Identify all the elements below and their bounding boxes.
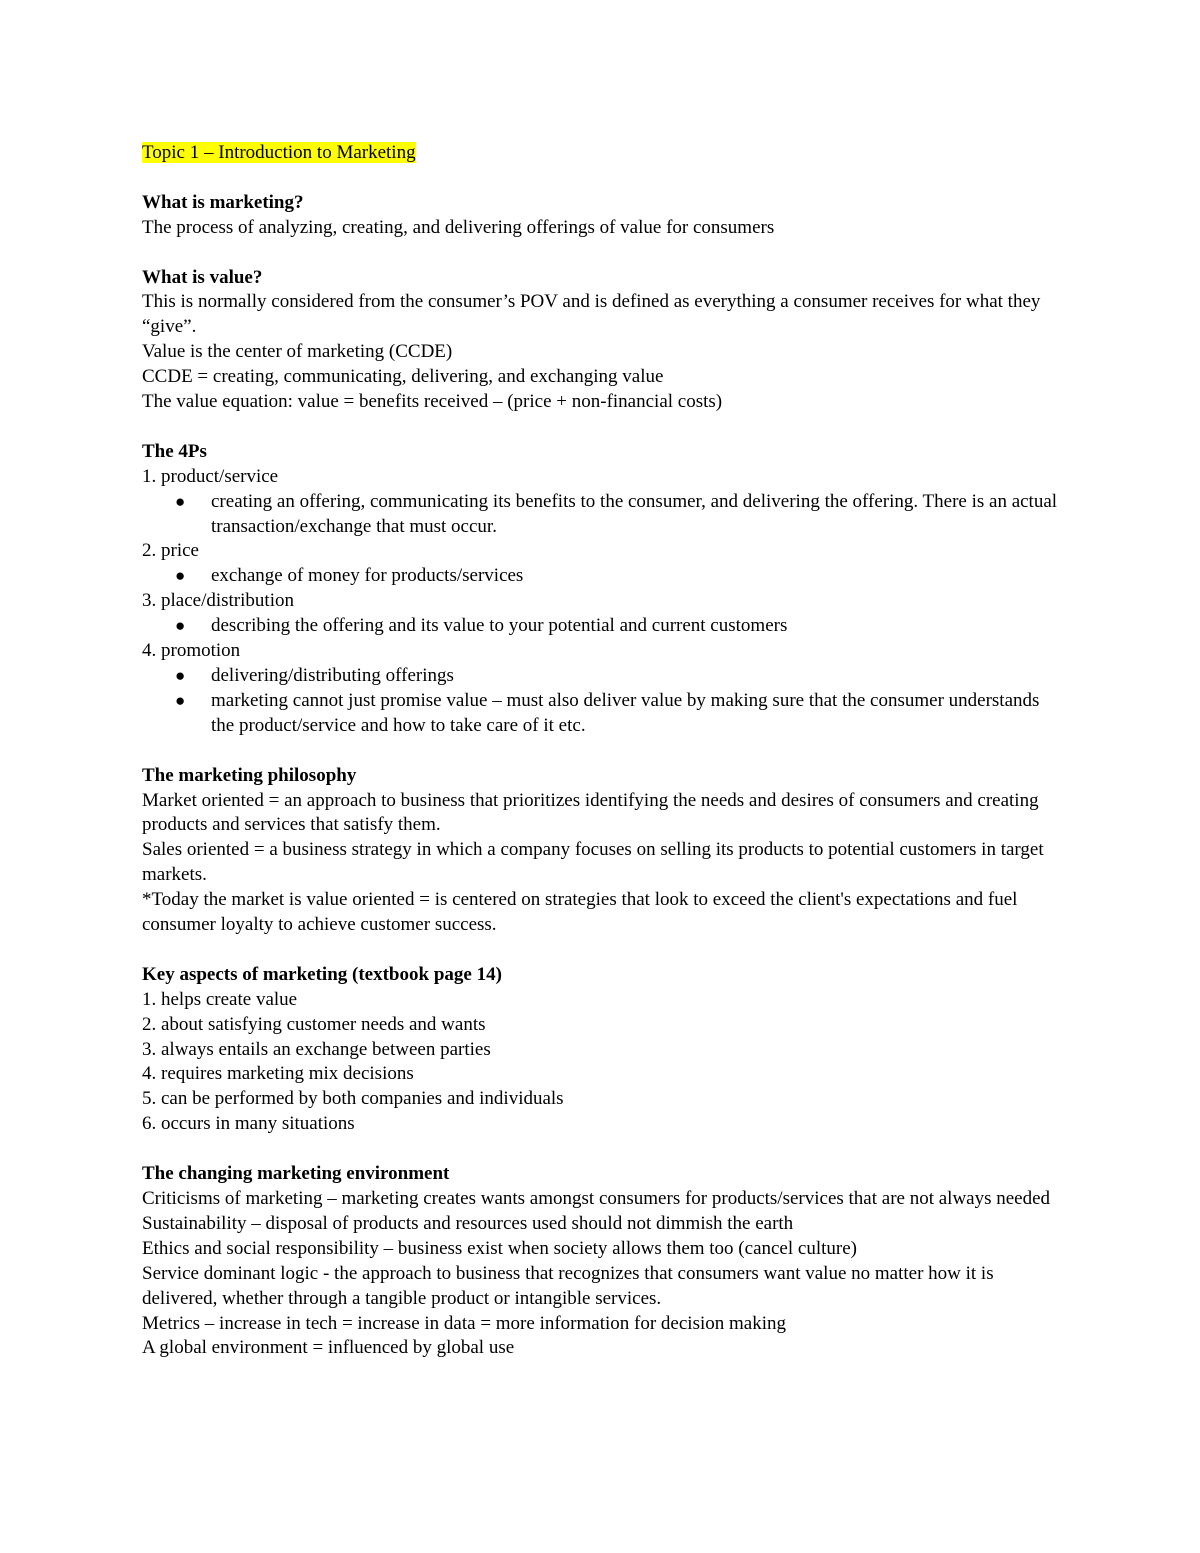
- bullet-text: exchange of money for products/services: [211, 565, 524, 587]
- value-paragraph: Value is the center of marketing (CCDE): [142, 341, 453, 363]
- heading-4ps: The 4Ps: [142, 440, 207, 462]
- spacer: [142, 938, 1062, 963]
- bullet-icon: ●: [175, 690, 186, 710]
- spacer: [142, 415, 1062, 440]
- environment-paragraph: A global environment = influenced by global use: [142, 1337, 515, 1359]
- bullet-icon: ●: [175, 665, 186, 685]
- four-ps-item-label: 4. promotion: [142, 640, 241, 662]
- heading-changing-environment: The changing marketing environment: [142, 1163, 450, 1185]
- bullet-item: [142, 689, 1062, 739]
- philosophy-paragraph: *Today the market is value oriented = is centered on strategies that look to exceed the client's expectations and fuel consumer loyalty to achieve customer success.: [142, 889, 1018, 936]
- bullet-icon: ●: [175, 491, 186, 511]
- environment-paragraph: Metrics – increase in tech = increase in data = more information for decision making: [142, 1312, 786, 1334]
- value-paragraph: CCDE = creating, communicating, delivering, and exchanging value: [142, 366, 664, 388]
- bullet-icon: ●: [175, 616, 186, 636]
- key-aspect-item: 4. requires marketing mix decisions: [142, 1063, 414, 1085]
- philosophy-paragraph: Sales oriented = a business strategy in which a company focuses on selling its products to potential customers in target markets.: [142, 839, 1044, 886]
- spacer: [142, 166, 1062, 191]
- spacer: [142, 241, 1062, 266]
- bullet-list: [142, 664, 1062, 739]
- bullet-list: [142, 490, 1062, 540]
- key-aspect-item: 5. can be performed by both companies and individuals: [142, 1088, 564, 1110]
- bullet-list: [142, 564, 1062, 589]
- bullet-text: marketing cannot just promise value – must also deliver value by making sure that the consumer understands the product/service and how to take care of it etc.: [211, 689, 1040, 736]
- spacer: [142, 1137, 1062, 1162]
- environment-paragraph: Ethics and social responsibility – business exist when society allows them too (cancel culture): [142, 1237, 857, 1259]
- bullet-list: [142, 614, 1062, 639]
- four-ps-item-label: 1. product/service: [142, 465, 279, 487]
- heading-what-is-value: What is value?: [142, 266, 263, 288]
- heading-what-is-marketing: What is marketing?: [142, 191, 304, 213]
- bullet-item: [142, 614, 1062, 639]
- four-ps-item-label: 2. price: [142, 540, 199, 562]
- environment-paragraph: Sustainability – disposal of products and resources used should not dimmish the earth: [142, 1212, 794, 1234]
- document-page: [142, 141, 1062, 1361]
- value-paragraph: The value equation: value = benefits received – (price + non-financial costs): [142, 391, 723, 413]
- four-ps-item-label: 3. place/distribution: [142, 590, 294, 612]
- bullet-text: creating an offering, communicating its benefits to the consumer, and delivering the offering. There is an actual transaction/exchange that must occur.: [211, 490, 1058, 537]
- philosophy-paragraph: Market oriented = an approach to business that prioritizes identifying the needs and desires of consumers and creating products and services that satisfy them.: [142, 789, 1039, 836]
- bullet-icon: ●: [175, 566, 186, 586]
- key-aspect-item: 2. about satisfying customer needs and wants: [142, 1013, 486, 1035]
- key-aspect-item: 3. always entails an exchange between parties: [142, 1038, 491, 1060]
- document-title: [142, 141, 1062, 166]
- heading-key-aspects: Key aspects of marketing (textbook page 14): [142, 963, 502, 985]
- key-aspect-item: 6. occurs in many situations: [142, 1113, 355, 1135]
- bullet-item: [142, 564, 1062, 589]
- environment-paragraph: Criticisms of marketing – marketing creates wants amongst consumers for products/services that are not always needed: [142, 1187, 1051, 1209]
- bullet-item: [142, 490, 1062, 540]
- title-highlight: Topic 1 – Introduction to Marketing: [142, 142, 416, 163]
- environment-paragraph: Service dominant logic - the approach to business that recognizes that consumers want value no matter how it is delivered, whether through a tangible product or intangible services.: [142, 1262, 994, 1309]
- bullet-text: delivering/distributing offerings: [211, 664, 454, 686]
- marketing-definition: The process of analyzing, creating, and delivering offerings of value for consumers: [142, 216, 775, 238]
- bullet-item: [142, 664, 1062, 689]
- spacer: [142, 739, 1062, 764]
- value-paragraph: This is normally considered from the consumer’s POV and is defined as everything a consumer receives for what they “give”.: [142, 291, 1041, 338]
- bullet-text: describing the offering and its value to your potential and current customers: [211, 615, 788, 637]
- key-aspect-item: 1. helps create value: [142, 988, 298, 1010]
- heading-marketing-philosophy: The marketing philosophy: [142, 764, 357, 786]
